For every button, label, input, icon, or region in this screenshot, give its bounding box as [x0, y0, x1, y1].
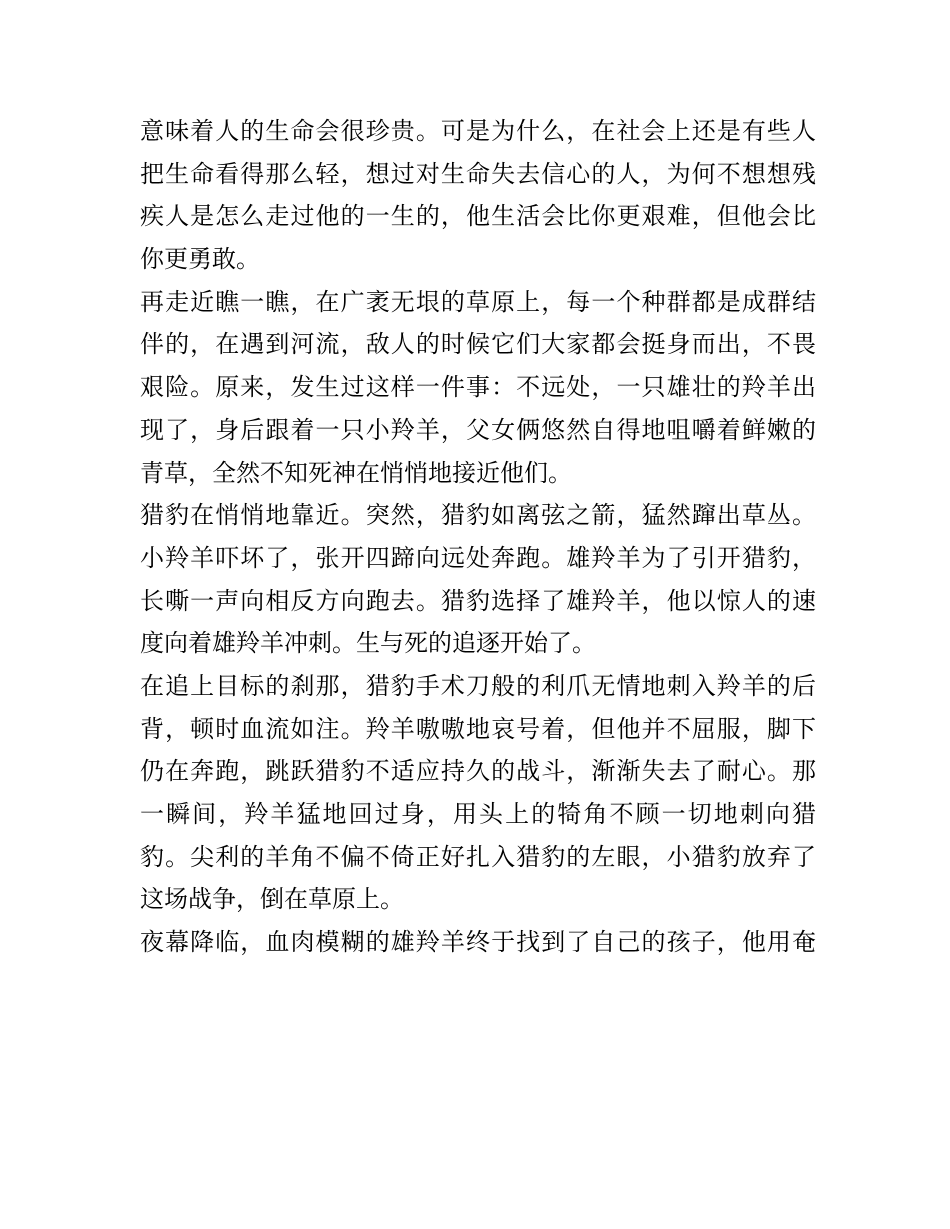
- text-line: 仍在奔跑，跳跃猎豹不适应持久的战斗，渐渐失去了耐心。那: [140, 757, 816, 786]
- text-line: 猎豹在悄悄地靠近。突然，猎豹如离弦之箭，猛然蹿出草丛。: [140, 501, 816, 530]
- text-line: 度向着雄羚羊冲刺。生与死的追逐开始了。: [140, 629, 596, 658]
- text-line: 把生命看得那么轻，想过对生命失去信心的人，为何不想想残: [140, 159, 816, 188]
- text-line: 豹。尖利的羊角不偏不倚正好扎入猎豹的左眼，小猎豹放弃了: [140, 842, 816, 871]
- text-line: 伴的，在遇到河流，敌人的时候它们大家都会挺身而出，不畏: [140, 330, 816, 359]
- text-line: 小羚羊吓坏了，张开四蹄向远处奔跑。雄羚羊为了引开猎豹，: [140, 543, 816, 572]
- text-line: 夜幕降临，血肉模糊的雄羚羊终于找到了自己的孩子，他用奄: [140, 928, 816, 957]
- text-line: 长嘶一声向相反方向跑去。猎豹选择了雄羚羊，他以惊人的速: [140, 586, 816, 615]
- text-line: 在追上目标的刹那，猎豹手术刀般的利爪无情地刺入羚羊的后: [140, 671, 816, 700]
- text-line: 青草，全然不知死神在悄悄地接近他们。: [140, 458, 572, 487]
- text-line: 疾人是怎么走过他的一生的，他生活会比你更艰难，但他会比: [140, 202, 816, 231]
- text-line: 一瞬间，羚羊猛地回过身，用头上的犄角不顾一切地刺向猎: [140, 800, 816, 828]
- text-line: 艰险。原来，发生过这样一件事：不远处，一只雄壮的羚羊出: [140, 373, 816, 402]
- text-line: 意味着人的生命会很珍贵。可是为什么，在社会上还是有些人: [140, 117, 816, 145]
- text-line: 现了，身后跟着一只小羚羊，父女俩悠然自得地咀嚼着鲜嫩的: [140, 415, 816, 444]
- text-line: 你更勇敢。: [140, 245, 260, 274]
- text-line: 背，顿时血流如注。羚羊嗷嗷地哀号着，但他并不屈服，脚下: [140, 714, 816, 743]
- document-body: [140, 110, 816, 964]
- text-line: 再走近瞧一瞧，在广袤无垠的草原上，每一个种群都是成群结: [140, 287, 816, 316]
- text-line: 这场战争，倒在草原上。: [140, 885, 404, 914]
